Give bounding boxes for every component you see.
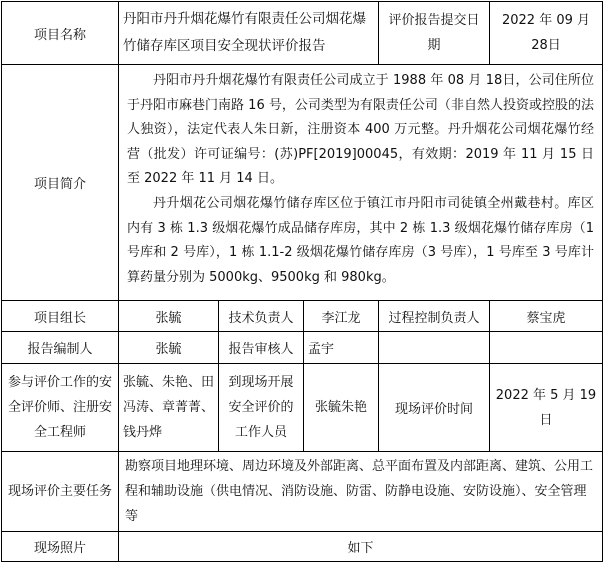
process-control-label: 过程控制负责人	[379, 301, 490, 332]
report-reviewer-value: 孟宇	[304, 332, 379, 364]
onsite-time-value: 2022 年 5 月 19 日	[490, 364, 603, 452]
row-evaluators	[2, 364, 603, 452]
onsite-staff-value: 张毓朱艳	[304, 364, 379, 452]
project-intro-content	[119, 65, 603, 301]
row-main-tasks	[2, 452, 603, 532]
row-report-writer	[2, 332, 603, 364]
onsite-time-label: 现场评价时间	[379, 364, 490, 452]
site-photos-value: 如下	[119, 532, 603, 562]
evaluation-info-table	[1, 1, 603, 562]
onsite-staff-label: 到现场开展安全评价的工作人员	[219, 364, 304, 452]
intro-paragraph-1: 丹阳市丹升烟花爆竹有限责任公司成立于 1988 年 08 月 18日，公司住所位于丹阳市麻巷门南路 16 号，公司类型为有限责任公司（非自然人投资或控股的法人独资），法定代表人朱日新，注册资本 400 万元整。丹升烟花公司烟花爆竹经营（批发）许可证编号：(苏)PF[2019]00045，有效期：2019 年 11 月 15 日至 2022 年 11 月 14 日。	[127, 73, 594, 187]
report-writer-label: 报告编制人	[2, 332, 119, 364]
row-team-leader	[2, 301, 603, 332]
empty-cell-2	[490, 332, 603, 364]
tech-lead-label: 技术负责人	[219, 301, 304, 332]
submit-date-label: 评价报告提交日期	[379, 2, 490, 65]
row-site-photos	[2, 532, 603, 562]
empty-cell-1	[379, 332, 490, 364]
row-project-intro	[2, 65, 603, 301]
intro-paragraph-2: 丹升烟花公司烟花爆竹储存库区位于镇江市丹阳市司徒镇全州戴巷村。库区内有 3 栋 1.3 级烟花爆竹成品储存库房，其中 2 栋 1.3 级烟花爆竹储存库房（1 号库和 2 号库），1 栋 1.1-2 级烟花爆竹储存库房（3 号库），1 号库至 3 号库计算药量分别为 5000kg、9500kg 和 980kg。	[127, 195, 594, 285]
main-tasks-value: 勘察项目地理环境、周边环境及外部距离、总平面布置及内部距离、建筑、公用工程和辅助设施（供电情况、消防设施、防雷、防静电设施、安防设施）、安全管理等	[119, 452, 603, 532]
report-writer-value: 张毓	[119, 332, 219, 364]
evaluators-label: 参与评价工作的安全评价师、注册安全工程师	[2, 364, 119, 452]
project-name-label: 项目名称	[2, 2, 119, 65]
row-project-name	[2, 2, 603, 65]
team-leader-value: 张毓	[119, 301, 219, 332]
submit-date-value: 2022 年 09 月 28日	[490, 2, 603, 65]
evaluators-value: 张毓、朱艳、田冯涛、章菁菁、钱丹烨	[119, 364, 219, 452]
team-leader-label: 项目组长	[2, 301, 119, 332]
site-photos-label: 现场照片	[2, 532, 119, 562]
main-tasks-label: 现场评价主要任务	[2, 452, 119, 532]
project-intro-label: 项目简介	[2, 65, 119, 301]
report-reviewer-label: 报告审核人	[219, 332, 304, 364]
project-name-value: 丹阳市丹升烟花爆竹有限责任公司烟花爆竹储存库区项目安全现状评价报告	[119, 2, 379, 65]
tech-lead-value: 李江龙	[304, 301, 379, 332]
process-control-value: 蔡宝虎	[490, 301, 603, 332]
